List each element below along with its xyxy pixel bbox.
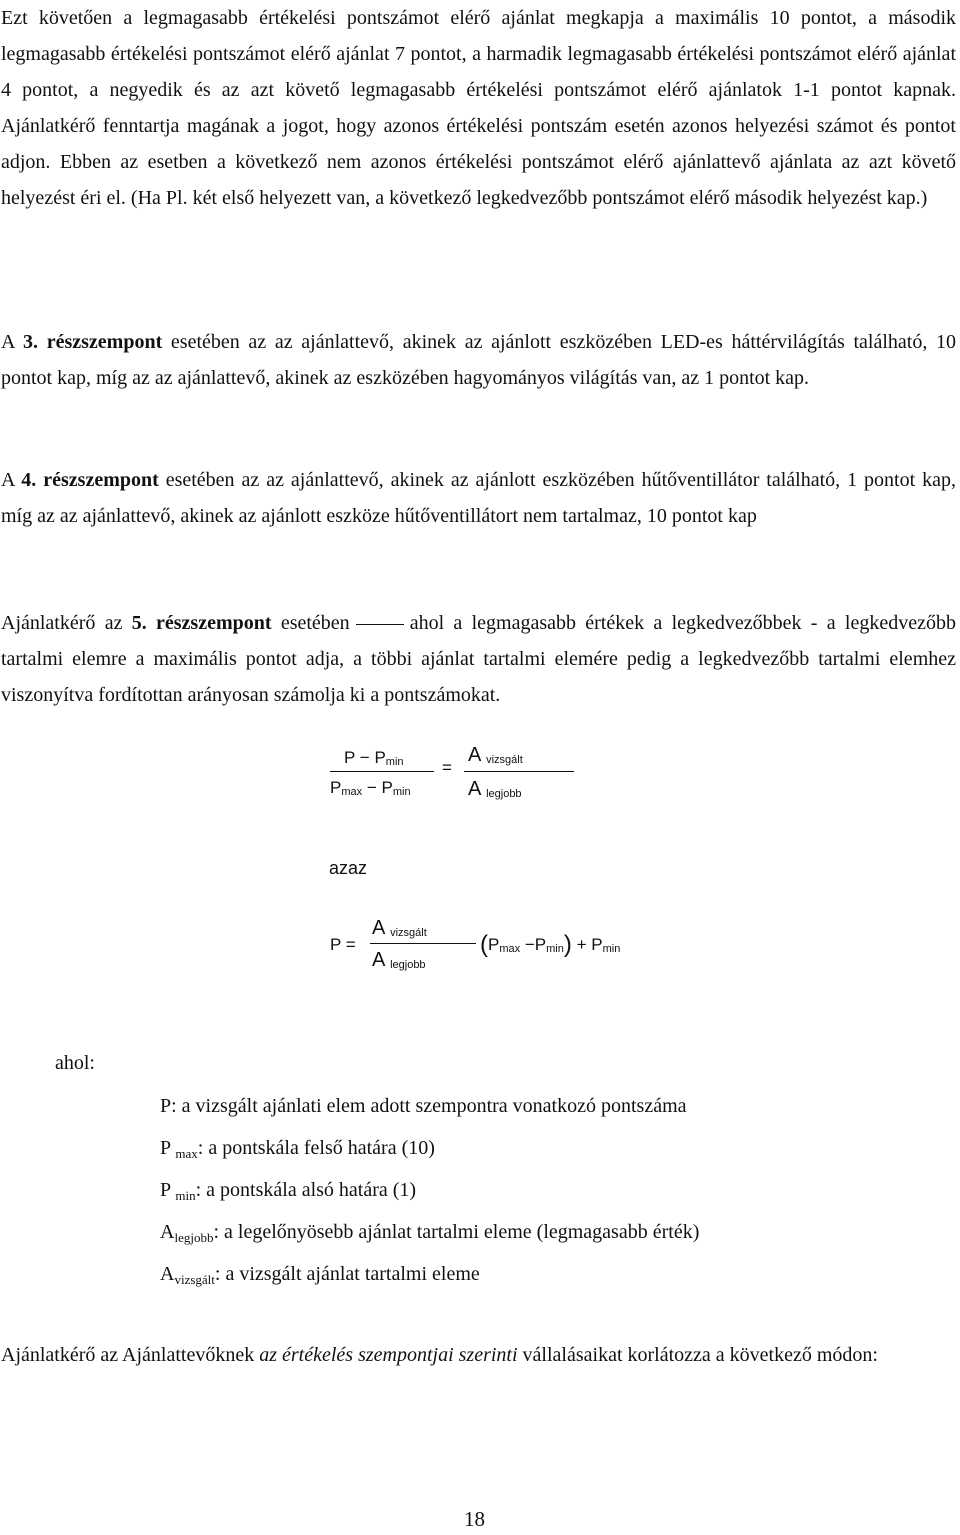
- equals-sign: =: [442, 758, 452, 777]
- definition-list: [160, 1088, 699, 1298]
- text-run: esetében az az ajánlattevő, akinek az ajánlott eszközében hűtőventillátor található, 1 pontot kap, míg az az ajánlattevő, akinek az ajánlott eszköze hűtőventillátort nem tartalmaz, 10 pontot kap: [1, 469, 956, 527]
- definition-item: P $_{min}$: a pontskála alsó határa (1): [160, 1179, 417, 1203]
- criterion-3-label: 3. részszempont: [23, 331, 163, 353]
- formula-score: [330, 915, 650, 975]
- formula-denominator-right: A $_{legjobb}$: [468, 778, 522, 800]
- ahol-label: ahol:: [55, 1052, 95, 1074]
- criterion-5-label: 5. részszempont: [131, 612, 272, 634]
- text-run: ahol a legmagasabb értékek a legkedvezőbbek - a legkedvezőbb tartalmi elemre a maximális pontot adja, a többi ajánlat tartalmi elemére pedig a legkedvezőbb tartalmi elemhez viszonyítva fordítottan arányosan számolja ki a pontszámokat.: [1, 612, 956, 706]
- definition-item: $A_{vizsgált}$: a vizsgált ajánlat tartalmi eleme: [160, 1263, 480, 1287]
- paragraph-criterion-4: [1, 462, 956, 534]
- text-run: esetében az az ajánlattevő, akinek az ajánlott eszközében LED-es háttérvilágítás található, 10 pontot kap, míg az az ajánlattevő, akinek az eszközében hagyományos világítás van, az 1 pontot kap.: [1, 331, 956, 389]
- text-run: esetében: [271, 612, 350, 634]
- formula-lhs: P =: [330, 935, 356, 954]
- text-run: Ajánlatkérő az: [1, 612, 132, 634]
- paragraph-limitations: [1, 1337, 956, 1373]
- text-run: Ajánlatkérő az Ajánlattevőknek: [1, 1344, 260, 1366]
- azaz-label: azaz: [329, 858, 368, 878]
- italic-phrase: az értékelés szempontjai szerinti: [259, 1344, 518, 1366]
- formula-rhs: $(P_{max} -P_{min}) + P_{min}$: [480, 931, 621, 958]
- criterion-4-label: 4. részszempont: [21, 469, 159, 491]
- formula-ratio: [330, 744, 590, 808]
- fraction-bar: [370, 943, 476, 944]
- paragraph-criterion-5: [1, 605, 956, 713]
- paragraph-ranking: Ezt követően a legmagasabb értékelési pontszámot elérő ajánlat megkapja a maximális 10 pontot, a második legmagasabb értékelési pontszámot elérő ajánlat 7 pontot, a harmadik legmagasabb értékelési pontszámot elérő ajánlat 4 pontot, a negyedik és az azt követő legmagasabb értékelési pontszámot elérő ajánlatok 1-1 pontot kapnak. Ajánlatkérő fenntartja magának a jogot, hogy azonos értékelési pontszám esetén azonos helyezési számot és pontot adjon. Ebben az esetben a következő nem azonos értékelési pontszámot elérő ajánlattevő ajánlata az azt követő helyezést éri el. (Ha Pl. két első helyezett van, a következő legkedvezőbb pontszámot elérő második helyezést kap.): [1, 7, 956, 209]
- fraction-bar: [330, 771, 434, 772]
- paragraph-criterion-3: [1, 324, 956, 396]
- definition-item: $A_{legjobb}$: a legelőnyösebb ajánlat tartalmi eleme (legmagasabb érték): [160, 1221, 700, 1245]
- formula-numerator: A $_{vizsgált}$: [372, 917, 427, 939]
- text-run: A: [1, 469, 22, 491]
- em-dash: [356, 624, 404, 625]
- page-number: 18: [464, 1507, 485, 1531]
- fraction-bar: [464, 771, 574, 772]
- formula-numerator-right: A $_{vizsgált}$: [468, 744, 523, 766]
- definition-item: P $_{max}$: a pontskála felső határa (10): [160, 1137, 435, 1161]
- text-run: A: [1, 331, 24, 353]
- formula-denominator: $P_{max} - P_{min}$: [330, 778, 411, 798]
- text-run: vállalásaikat korlátozza a következő módon:: [517, 1344, 878, 1366]
- definition-item: P: a vizsgált ajánlati elem adott szempontra vonatkozó pontszáma: [160, 1095, 687, 1117]
- formula-numerator: $P - P_{min}$: [344, 748, 404, 768]
- formula-denominator: A $_{legjobb}$: [372, 949, 426, 971]
